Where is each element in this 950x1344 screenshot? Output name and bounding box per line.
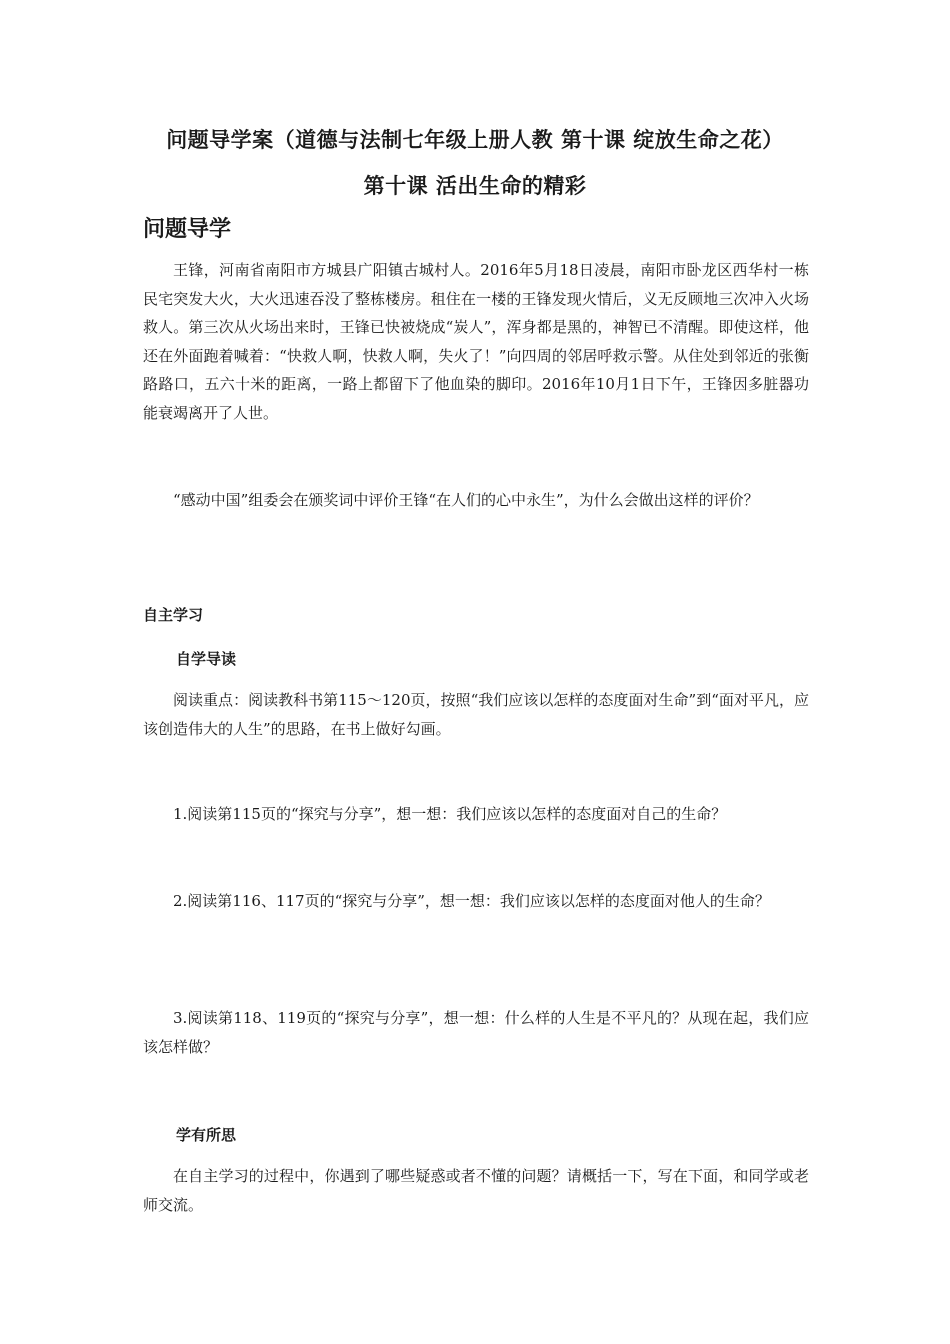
question-paragraph: “感动中国”组委会在颁奖词中评价王锋“在人们的心中永生”，为什么会做出这样的评价？ [173, 491, 759, 509]
story-paragraph: 王锋，河南省南阳市方城县广阳镇古城村人。2016年5月18日凌晨，南阳市卧龙区西华村一栋民宅突发大火，大火迅速吞没了整栋楼房。租住在一楼的王锋发现火情后，义无反顾地三次冲入火场救人。第三次从火场出来时，王锋已快被烧成“炭人”，浑身都是黑的，神智已不清醒。即使这样，他还在外面跑着喊着：“快救人啊，快救人啊，失火了！”向四周的邻居呼救示警。从住处到邻近的张衡路路口，五六十米的距离，一路上都留下了他血染的脚印。2016年10月1日下午，王锋因多脏器功能衰竭离开了人世。 [143, 261, 809, 422]
reading-focus-paragraph: 阅读重点：阅读教科书第115～120页，按照“我们应该以怎样的态度面对生命”到“面对平凡，应该创造伟大的人生”的思路，在书上做好勾画。 [143, 691, 809, 738]
main-title: 问题导学案（道德与法制七年级上册人教 第十课 绽放生命之花） [166, 128, 784, 152]
subheading-self-reading: 自学导读 [176, 650, 237, 668]
question-2: 2.阅读第116、117页的“探究与分享”，想一想：我们应该以怎样的态度面对他人的生命？ [173, 892, 770, 910]
question-1: 1.阅读第115页的“探究与分享”，想一想：我们应该以怎样的态度面对自己的生命？ [173, 805, 727, 823]
section-heading-guide: 问题导学 [143, 217, 232, 242]
lesson-subtitle: 第十课 活出生命的精彩 [363, 174, 587, 198]
question-3: 3.阅读第118、119页的“探究与分享”，想一想：什么样的人生是不平凡的？从现在起，我们应该怎样做？ [143, 1009, 809, 1056]
section-heading-self-study: 自主学习 [143, 606, 204, 624]
reflection-paragraph: 在自主学习的过程中，你遇到了哪些疑惑或者不懂的问题？请概括一下，写在下面，和同学或老师交流。 [143, 1167, 809, 1214]
subheading-reflection: 学有所思 [176, 1126, 237, 1144]
